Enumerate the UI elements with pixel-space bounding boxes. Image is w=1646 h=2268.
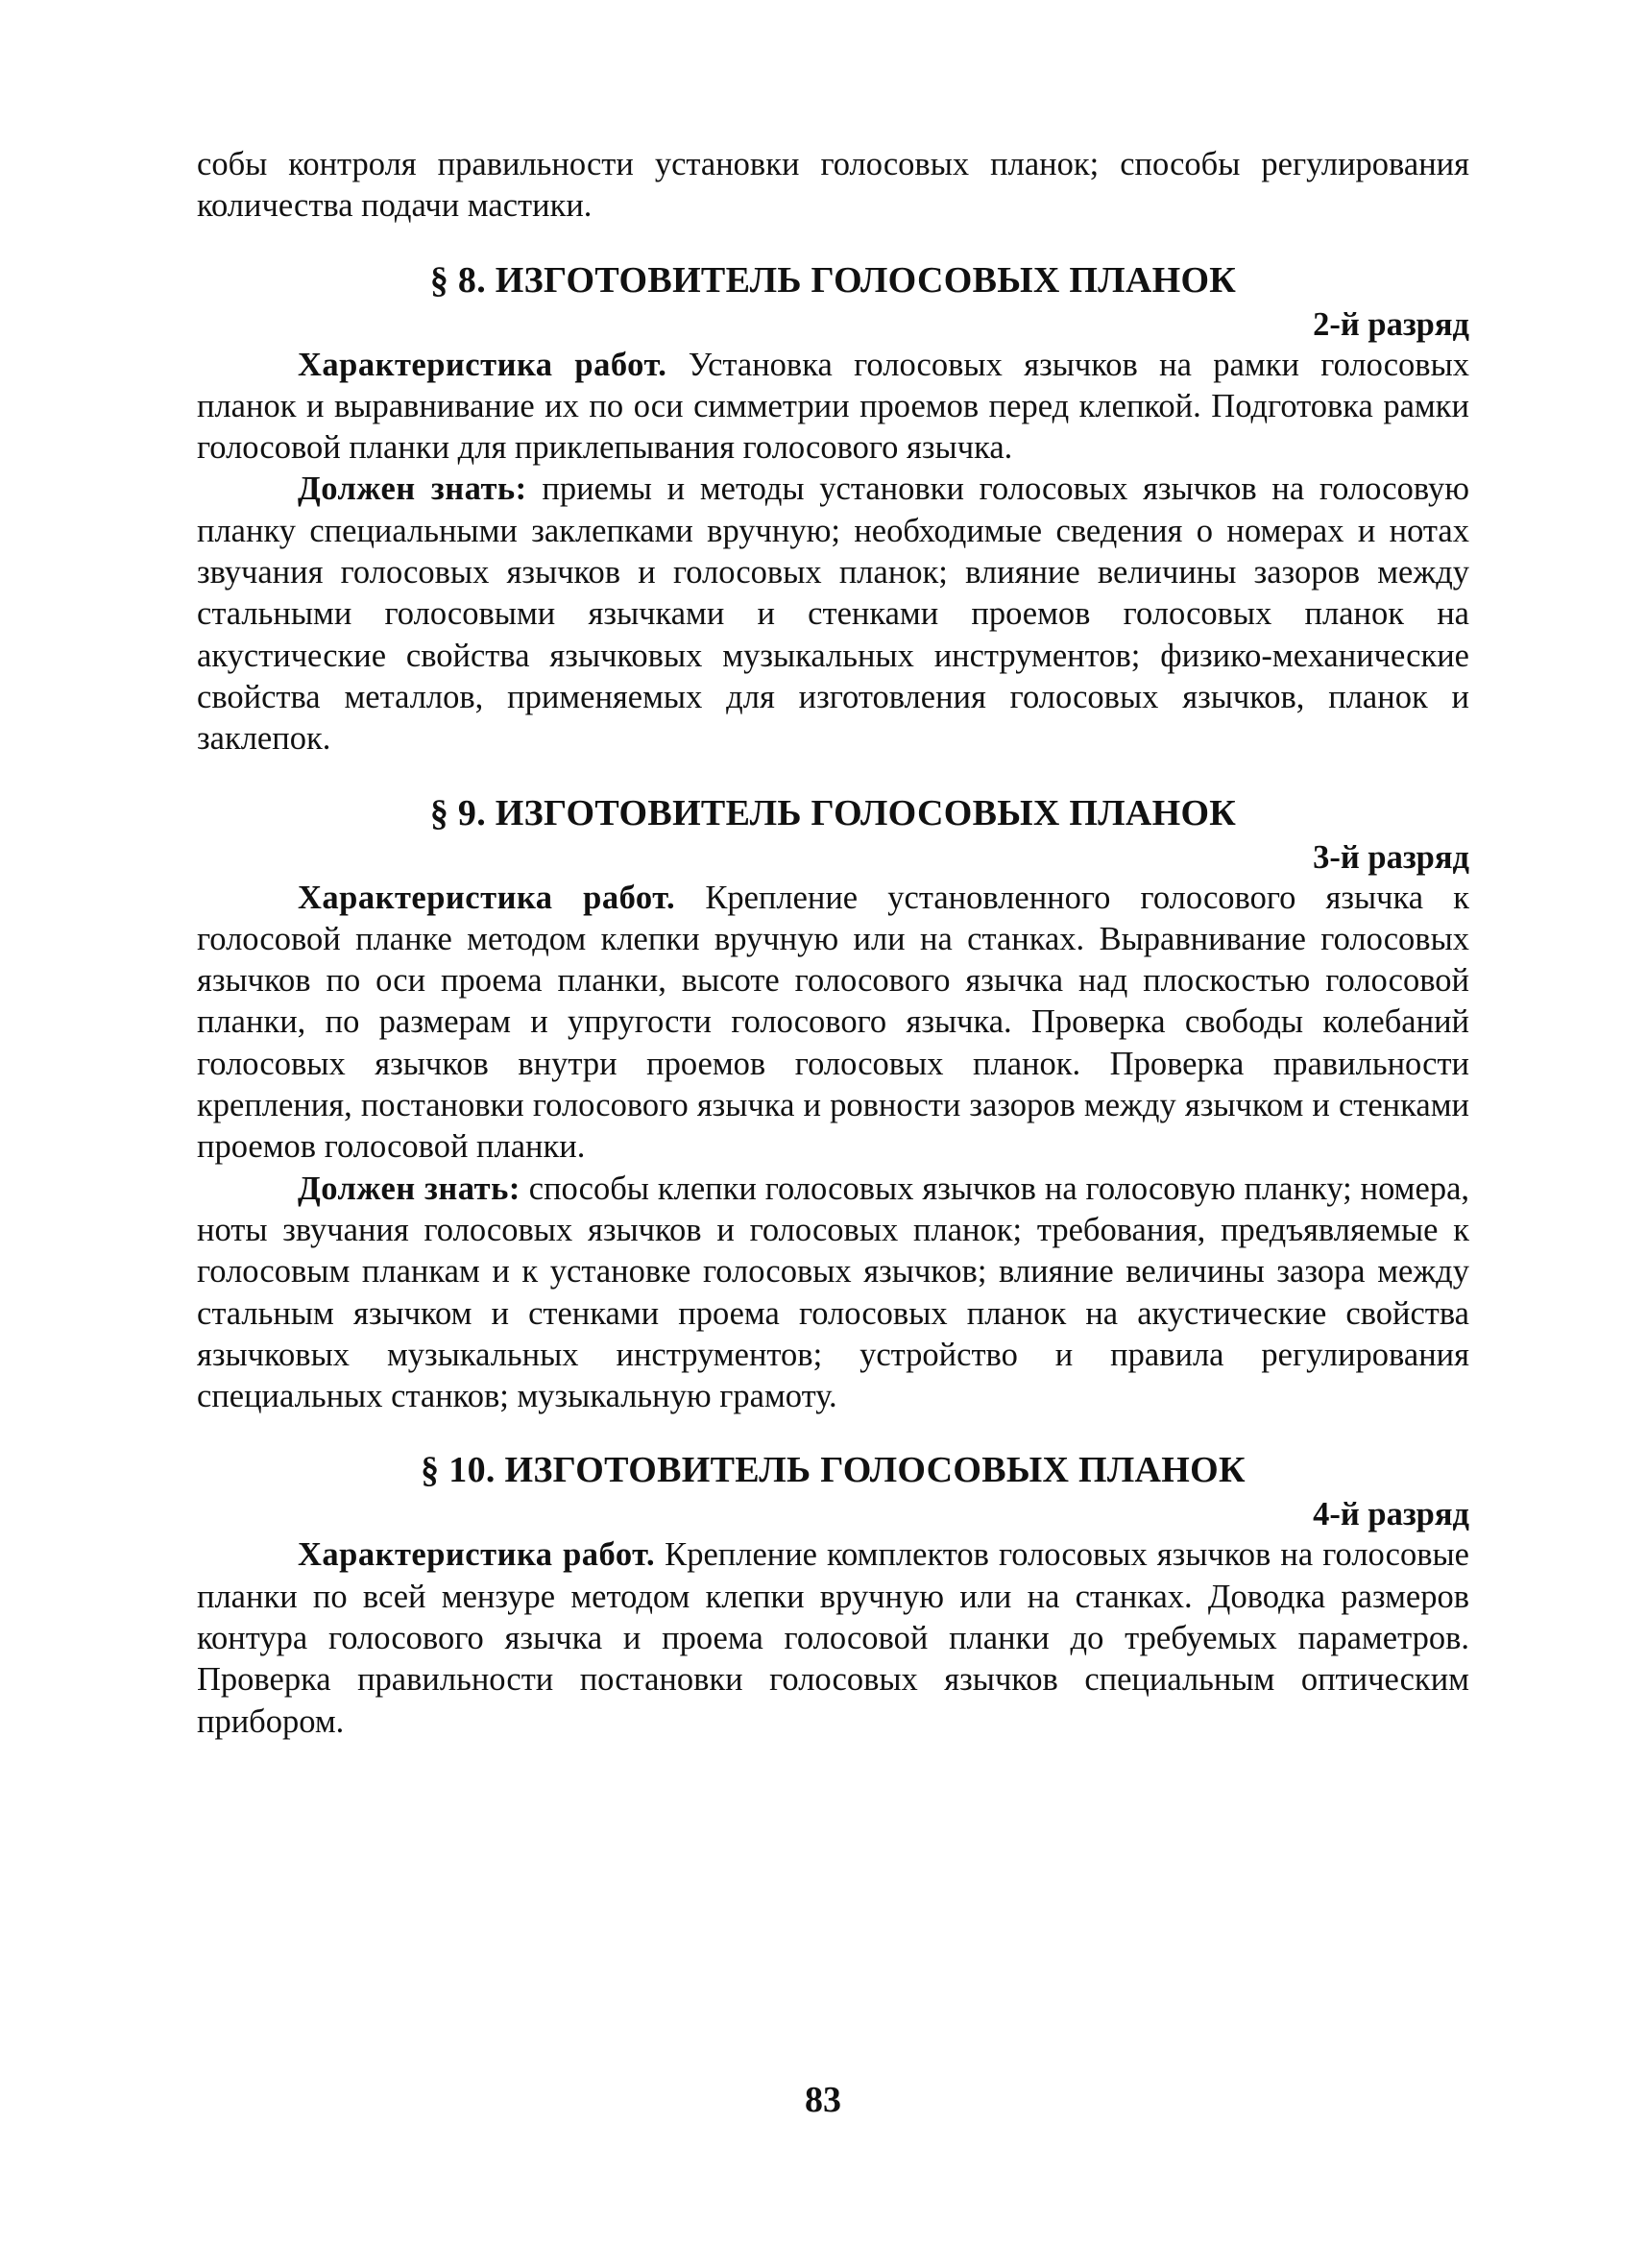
section-9-grade: 3-й разряд [1313,838,1469,876]
section-10-characteristic [197,1534,1469,1742]
section-9-knowledge [197,1169,1469,1418]
section-8-grade: 2-й разряд [1313,305,1469,343]
section-9-characteristic [197,878,1469,1169]
characteristic-text: Крепление установленного голосового язычка к голосовой планке методом клепки вручную или на станках. Выравнивание голосовых язычков по оси проема планки, высоте голосового язычка над плоскостью голосовой планки, по размерам и упругости голосового язычка. Проверка свободы колебаний голосовых язычков внутри проемов голосовых планок. Проверка правильности крепления, постановки голосового язычка и ровности зазоров между язычком и стенками проемов голосовой планки. [197,879,1469,1166]
characteristic-text: Крепление комплектов голосовых язычков на голосовые планки по всей мензуре методом клепки вручную или на станках. Доводка размеров контура голосового язычка и проема голосовой планки до требуемых параметров. Проверка правильности постановки голосовых язычков специальным оптическим прибором. [197,1536,1469,1740]
intro-paragraph: собы контроля правильности установки голосовых планок; способы регулирования количества подачи мастики. [197,146,1469,225]
section-10-grade: 4-й разряд [1313,1496,1469,1533]
knowledge-label: Должен знать: [298,470,527,508]
characteristic-label: Характеристика работ. [298,346,667,383]
characteristic-label: Характеристика работ. [298,1536,656,1574]
section-8-knowledge [197,469,1469,760]
section-8-title: § 8. ИЗГОТОВИТЕЛЬ ГОЛОСОВЫХ ПЛАНОК [429,259,1237,301]
characteristic-label: Характеристика работ. [298,879,676,916]
knowledge-label: Должен знать: [298,1170,520,1207]
section-8-characteristic [197,345,1469,470]
knowledge-text: приемы и методы установки голосовых язычков на голосовую планку специальными заклепками вручную; необходимые сведения о номерах и нотах звучания голосовых язычков и голосовых планок; влияние величины зазоров между стальными голосовыми язычками и стенками проемов голосовых планок на акустические свойства язычковых музыкальных инструментов; физико-механические свойства металлов, применяемых для изготовления голосовых язычков, планок и заклепок. [197,470,1469,758]
section-9-title: § 9. ИЗГОТОВИТЕЛЬ ГОЛОСОВЫХ ПЛАНОК [429,792,1237,833]
page-number: 83 [805,2080,841,2120]
characteristic-text: Установка голосовых язычков на рамки голосовых планок и выравнивание их по оси симметрии проемов перед клепкой. Подготовка рамки голосовой планки для приклепывания голосового язычка. [197,346,1469,467]
knowledge-text: способы клепки голосовых язычков на голосовую планку; номера, ноты звучания голосовых язычков и голосовых планок; требования, предъявляемые к голосовым планкам и к установке голосовых язычков; влияние величины зазора между стальным язычком и стенками проема голосовых планок на акустические свойства язычковых музыкальных инструментов; устройство и правила регулирования специальных станков; музыкальную грамоту. [197,1170,1470,1415]
section-10-title: § 10. ИЗГОТОВИТЕЛЬ ГОЛОСОВЫХ ПЛАНОК [421,1450,1246,1491]
text-column [197,144,1469,1743]
